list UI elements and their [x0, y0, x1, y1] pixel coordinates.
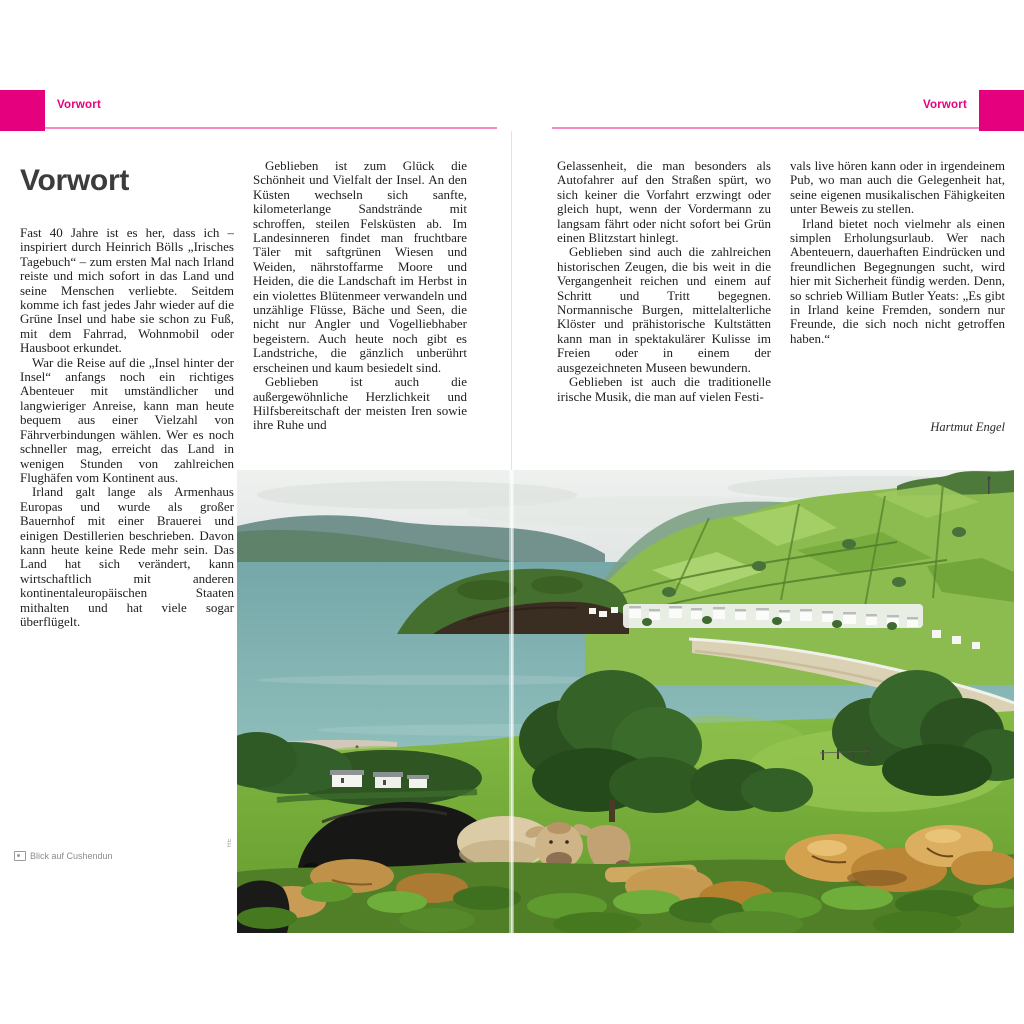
photo-credit: HE: [227, 838, 233, 848]
running-head-left: Vorwort: [57, 99, 101, 111]
left-page-column-2: [253, 159, 467, 451]
paragraph: vals live hören kann oder in irgendeinem Pub, wo man auch die Gelegenheit hat, seine eigenen musikalischen Fähigkeiten unter Beweis zu stellen.: [790, 159, 1005, 217]
paragraph: Geblieben ist auch die außergewöhnliche Herzlichkeit und Hilfsbereitschaft der meisten Iren sowie ihre Ruhe und: [253, 374, 467, 433]
paragraph: War die Reise auf die „Insel hinter der Insel“ anfangs noch ein richtiges Abenteuer mit umständlicher und langwieriger Anreise, kann man heute bequem aus einer Vielzahl von Fährverbindungen wählen. Wer es noch schneller mag, erreicht das Land in wenigen Stunden von zahlreichen Flughäfen vom Kontinent aus.: [20, 354, 234, 485]
photo-marker-icon: [14, 851, 26, 861]
photo-caption: [14, 851, 113, 861]
paragraph: Irland galt lange als Armenhaus Europas und wurde als großer Bauernhof mit einer Brauerei und einigen Destillerien beschrieben. Davon kann heute keine Rede mehr sein. Das Land hat sich verändert, kann wirtschaftlich mit anderen kontinentaleuropäischen Staaten mithalten und hat viele sogar überflügelt.: [20, 484, 234, 629]
running-head-rule-right: [552, 127, 979, 129]
right-page-column-1: [557, 159, 771, 455]
paragraph: Fast 40 Jahre ist es her, dass ich – inspiriert durch Heinrich Bölls „Irisches Tagebuch“ – zum ersten Mal nach Irland reiste und mich sofort in das Land und seine Menschen verliebte. Seitdem komme ich fast jedes Jahr wieder auf die Grüne Insel und habe sie schon zu Fuß, mit dem Fahrrad, Wohnmobil oder Hausboot erkundet.: [20, 226, 234, 356]
running-head-rule-left: [45, 127, 497, 129]
photo-caption-text: Blick auf Cushendun: [30, 851, 113, 861]
author-signature-wrap: [790, 420, 1005, 444]
paragraph: Gelassenheit, die man besonders als Autofahrer auf den Straßen spürt, wo sich keiner die Vorfahrt erzwingt oder gleich hupt, wenn der Vordermann zu langsam fährt oder nicht sofort bei Grün einen Blitzstart hinlegt.: [557, 159, 771, 246]
chapter-tab-right: [979, 90, 1024, 131]
running-head-right: Vorwort: [923, 99, 967, 111]
author-signature: Hartmut Engel: [930, 420, 1005, 434]
paragraph: Irland bietet noch vielmehr als einen simplen Erholungsurlaub. Wer nach Abenteuern, dauerhaften Eindrücken und freundlichen Begegnungen sucht, wird hier mit Sicherheit fündig werden. Denn, so schrieb William Butler Yeats: „Es gibt in Irland keine Fremden, sondern nur Freunde, die sich noch nicht getroffen haben.“: [790, 215, 1005, 346]
page-title: Vorwort: [20, 164, 130, 198]
paragraph: Geblieben ist auch die traditionelle irische Musik, die man auf vielen Festi-: [557, 374, 771, 404]
page-fold-gutter: [509, 470, 514, 933]
paragraph: Geblieben sind auch die zahlreichen historischen Zeugen, die bis weit in die Vergangenheit reichen und einem auf Schritt und Tritt begegnen. Normannische Burgen, mittelalterliche Klöster und prähistorische Kultstätten kann man in spektakulärer Kulisse im Freien oder in einem der ausgezeichneten Museen bewundern.: [557, 244, 771, 375]
chapter-tab-left: [0, 90, 45, 131]
coastal-landscape-svg: [237, 470, 1014, 933]
paragraph: Geblieben ist zum Glück die Schönheit und Vielfalt der Insel. An den Küsten wechseln sich sanfte, kilometerlange Sandstrände mit schroffen, steilen Felsküsten ab. Im Landesinneren findet man fruchtbare Täler mit saftgrünen Wiesen und Weiden, nährstoffarme Moore und Heiden, die die Landschaft im Herbst in ein violettes Blütenmeer verwandeln und unzählige Flüsse, Bäche und Seen, die nicht nur Angler und Vogelliebhaber begeistern. Auch heute noch gibt es Landstriche, die gänzlich unberührt erscheinen und kaum besiedelt sind.: [253, 159, 467, 375]
left-page-column-1: [20, 226, 234, 686]
page-gutter-line: [511, 131, 512, 470]
coastal-landscape-photo: [237, 470, 1014, 933]
